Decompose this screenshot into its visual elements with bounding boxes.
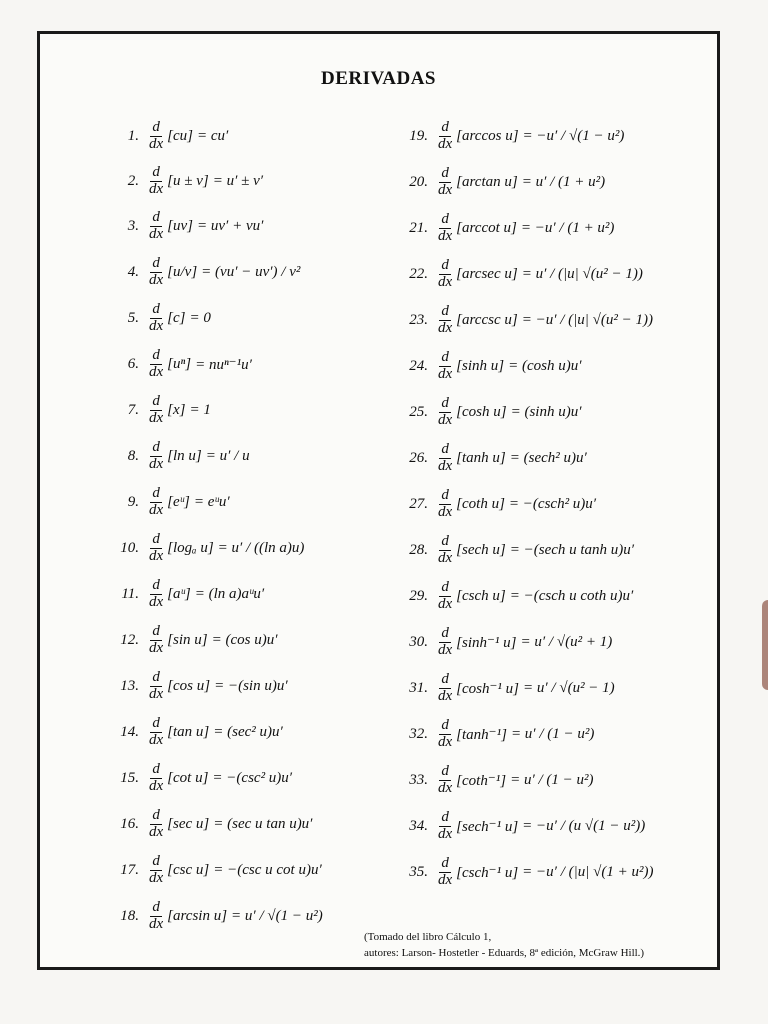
- operator-numerator: d: [152, 898, 160, 915]
- formula-result: = u′ / ((ln a)u): [217, 539, 305, 556]
- formula-number: 35.: [409, 863, 428, 880]
- formula-row: [105, 341, 323, 387]
- operator-numerator: d: [441, 348, 449, 365]
- formula-argument: [u/v]: [167, 263, 198, 280]
- derivative-operator: [147, 900, 165, 933]
- operator-numerator: d: [152, 346, 160, 363]
- formula-number: 26.: [409, 449, 428, 466]
- formula-argument: [sin u]: [167, 631, 208, 648]
- operator-denominator: dx: [438, 227, 453, 244]
- operator-numerator: d: [441, 440, 449, 457]
- derivative-operator: [436, 350, 454, 383]
- formula-number: 32.: [409, 725, 428, 742]
- formula-number: 34.: [409, 817, 428, 834]
- formula-argument: [sech u]: [456, 541, 506, 558]
- operator-numerator: d: [152, 622, 160, 639]
- operator-denominator: dx: [149, 593, 164, 610]
- formula-number: 2.: [127, 173, 139, 189]
- formula-number: 13.: [120, 677, 139, 694]
- formula-row: [400, 251, 653, 297]
- operator-numerator: d: [441, 716, 449, 733]
- formula-result: = −u′ / √(1 − u²): [522, 127, 625, 144]
- formula-row: [400, 619, 653, 665]
- derivative-operator: [147, 624, 165, 657]
- operator-denominator: dx: [149, 181, 164, 197]
- formula-argument: [arccos u]: [456, 127, 519, 144]
- operator-denominator: dx: [438, 733, 453, 750]
- formula-result: = (vu′ − uv′) / v²: [201, 263, 301, 280]
- operator-numerator: d: [441, 302, 449, 319]
- formula-row: [105, 571, 323, 617]
- formula-row: [105, 159, 323, 204]
- formula-result: = 1: [189, 401, 211, 418]
- formula-row: [105, 755, 323, 801]
- formula-result: = uv′ + vu′: [197, 218, 264, 234]
- formula-row: [105, 709, 323, 755]
- operator-numerator: d: [441, 670, 449, 687]
- formula-row: [400, 389, 653, 435]
- operator-numerator: d: [152, 530, 160, 547]
- derivative-operator: [436, 764, 454, 797]
- formula-number: 22.: [409, 265, 428, 282]
- operator-denominator: dx: [149, 455, 164, 472]
- operator-denominator: dx: [149, 915, 164, 932]
- operator-denominator: dx: [149, 226, 164, 242]
- formula-result: = u′ / √(1 − u²): [231, 907, 323, 924]
- operator-numerator: d: [152, 164, 160, 181]
- formula-row: [400, 573, 653, 619]
- formula-number: 15.: [120, 769, 139, 786]
- formula-number: 21.: [409, 219, 428, 236]
- formula-row: [400, 665, 653, 711]
- formula-result: = u′ / √(u² + 1): [520, 633, 613, 650]
- derivative-operator: [436, 442, 454, 475]
- formula-row: [400, 343, 653, 389]
- formula-result: = 0: [189, 309, 211, 326]
- derivative-operator: [147, 165, 165, 198]
- formula-row: [105, 387, 323, 433]
- formula-result: = nuⁿ⁻¹u′: [195, 356, 252, 373]
- derivative-operator: [147, 670, 165, 703]
- formula-number: 17.: [120, 861, 139, 878]
- derivative-operator: [147, 578, 165, 611]
- operator-denominator: dx: [438, 779, 453, 796]
- operator-numerator: d: [441, 256, 449, 273]
- formula-number: 29.: [409, 587, 428, 604]
- formula-row: [400, 711, 653, 757]
- operator-denominator: dx: [438, 319, 453, 336]
- formula-number: 27.: [409, 495, 428, 512]
- formula-result: = cu′: [197, 127, 229, 144]
- formula-result: = −(csch u coth u)u′: [509, 587, 634, 604]
- formula-argument: [cosh⁻¹ u]: [456, 680, 520, 697]
- formula-number: 30.: [409, 633, 428, 650]
- operator-denominator: dx: [149, 409, 164, 426]
- operator-numerator: d: [152, 760, 160, 777]
- formula-result: = −u′ / (1 + u²): [520, 219, 615, 236]
- formula-argument: [ln u]: [167, 447, 202, 464]
- formula-row: [105, 525, 323, 571]
- formula-argument: [eᵘ]: [167, 493, 190, 510]
- formula-result: = u′ ± v′: [212, 173, 264, 189]
- operator-denominator: dx: [438, 503, 453, 520]
- formula-number: 4.: [127, 263, 139, 280]
- derivative-operator: [147, 348, 165, 381]
- operator-numerator: d: [441, 532, 449, 549]
- formula-number: 19.: [409, 127, 428, 144]
- derivative-operator: [147, 808, 165, 841]
- derivative-operator: [147, 486, 165, 519]
- credit-line-2: autores: Larson- Hostetler - Eduards, 8ª edición, McGraw Hill.): [364, 946, 645, 959]
- formula-sheet: [37, 31, 720, 970]
- operator-numerator: d: [441, 578, 449, 595]
- formula-row: [400, 803, 653, 849]
- formula-number: 3.: [127, 218, 139, 234]
- formula-result: = −(sech u tanh u)u′: [509, 541, 635, 558]
- formula-argument: [arcsec u]: [456, 265, 518, 282]
- formula-argument: [x]: [167, 401, 186, 418]
- formula-argument: [cosh u]: [456, 403, 507, 420]
- formula-row: [400, 435, 653, 481]
- formula-argument: [sinh⁻¹ u]: [456, 634, 517, 651]
- formula-argument: [coth⁻¹]: [456, 772, 507, 789]
- formula-result: = −(sin u)u′: [214, 677, 288, 694]
- formula-number: 9.: [127, 493, 139, 510]
- formula-number: 6.: [127, 355, 139, 372]
- formula-row: [105, 249, 323, 295]
- formula-argument: [uv]: [167, 218, 194, 234]
- operator-numerator: d: [441, 762, 449, 779]
- formula-result: = (cosh u)u′: [508, 357, 582, 374]
- operator-numerator: d: [152, 484, 160, 501]
- operator-denominator: dx: [149, 547, 164, 564]
- operator-numerator: d: [152, 438, 160, 455]
- formula-argument: [tan u]: [167, 723, 210, 740]
- formula-result: = (sech² u)u′: [509, 449, 587, 466]
- left-formula-column: [105, 113, 323, 939]
- operator-numerator: d: [152, 852, 160, 869]
- operator-denominator: dx: [438, 135, 453, 152]
- formula-number: 10.: [120, 539, 139, 556]
- derivative-operator: [147, 210, 165, 243]
- formula-argument: [sech⁻¹ u]: [456, 818, 519, 835]
- derivative-operator: [436, 718, 454, 751]
- operator-numerator: d: [441, 486, 449, 503]
- formula-number: 14.: [120, 723, 139, 740]
- operator-denominator: dx: [438, 871, 453, 888]
- derivative-operator: [436, 672, 454, 705]
- source-credit: [364, 930, 644, 962]
- formula-result: = −u′ / (|u| √(u² − 1)): [521, 311, 653, 328]
- derivative-operator: [147, 256, 165, 289]
- operator-denominator: dx: [438, 457, 453, 474]
- operator-numerator: d: [441, 210, 449, 227]
- derivative-operator: [436, 396, 454, 429]
- formula-row: [400, 205, 653, 251]
- formula-number: 31.: [409, 679, 428, 696]
- operator-numerator: d: [441, 394, 449, 411]
- formula-result: = u′ / u: [205, 447, 250, 464]
- operator-numerator: d: [152, 668, 160, 685]
- operator-numerator: d: [441, 854, 449, 871]
- formula-result: = −(csc u cot u)u′: [213, 861, 322, 878]
- formula-row: [105, 893, 323, 939]
- formula-result: = u′ / (1 + u²): [521, 173, 606, 190]
- formula-row: [105, 617, 323, 663]
- formula-number: 23.: [409, 311, 428, 328]
- derivative-operator: [436, 626, 454, 659]
- operator-numerator: d: [441, 164, 449, 181]
- formula-row: [105, 847, 323, 893]
- formula-number: 16.: [120, 815, 139, 832]
- formula-result: = eᵘu′: [193, 493, 230, 510]
- formula-result: = u′ / (1 − u²): [510, 725, 595, 742]
- formula-argument: [arccot u]: [456, 219, 517, 236]
- formula-argument: [u ± v]: [167, 173, 209, 189]
- formula-result: = (sec u tan u)u′: [213, 815, 313, 832]
- formula-argument: [tanh u]: [456, 449, 506, 466]
- formula-argument: [csch⁻¹ u]: [456, 864, 519, 881]
- operator-numerator: d: [152, 806, 160, 823]
- formula-number: 5.: [127, 309, 139, 326]
- operator-denominator: dx: [149, 823, 164, 840]
- operator-denominator: dx: [438, 549, 453, 566]
- formula-argument: [tanh⁻¹]: [456, 726, 507, 743]
- derivative-operator: [436, 810, 454, 843]
- derivative-operator: [436, 304, 454, 337]
- formula-result: = u′ / (|u| √(u² − 1)): [521, 265, 643, 282]
- formula-argument: [logₐ u]: [167, 539, 214, 556]
- formula-number: 7.: [127, 401, 139, 418]
- operator-denominator: dx: [438, 411, 453, 428]
- operator-numerator: d: [152, 392, 160, 409]
- operator-denominator: dx: [149, 317, 164, 334]
- formula-row: [400, 113, 653, 159]
- derivative-operator: [147, 532, 165, 565]
- page-edge-shadow: [762, 600, 768, 690]
- operator-numerator: d: [152, 118, 160, 135]
- formula-result: = −(csch² u)u′: [508, 495, 597, 512]
- formula-row: [105, 295, 323, 341]
- formula-argument: [csch u]: [456, 587, 506, 604]
- formula-result: = −(csc² u)u′: [212, 769, 293, 786]
- operator-denominator: dx: [149, 639, 164, 656]
- operator-numerator: d: [152, 254, 160, 271]
- operator-denominator: dx: [149, 501, 164, 518]
- formula-argument: [sec u]: [167, 815, 210, 832]
- formula-row: [105, 479, 323, 525]
- formula-argument: [cu]: [167, 127, 194, 144]
- formula-number: 20.: [409, 173, 428, 190]
- operator-numerator: d: [441, 118, 449, 135]
- formula-number: 12.: [120, 631, 139, 648]
- derivative-operator: [436, 166, 454, 199]
- derivative-operator: [147, 440, 165, 473]
- formula-argument: [aᵘ]: [167, 585, 191, 602]
- derivative-operator: [147, 394, 165, 427]
- operator-denominator: dx: [438, 825, 453, 842]
- formula-row: [400, 757, 653, 803]
- derivative-operator: [147, 302, 165, 335]
- formula-result: = u′ / (1 − u²): [510, 771, 594, 788]
- formula-argument: [arccsc u]: [456, 311, 518, 328]
- operator-numerator: d: [441, 624, 449, 641]
- formula-result: = −u′ / (|u| √(1 + u²)): [522, 863, 654, 880]
- derivative-operator: [436, 580, 454, 613]
- formula-row: [105, 801, 323, 847]
- formula-result: = u′ / √(u² − 1): [523, 679, 615, 696]
- derivative-operator: [147, 716, 165, 749]
- derivative-operator: [147, 120, 165, 153]
- formula-result: = (sinh u)u′: [510, 403, 582, 420]
- formula-argument: [cot u]: [167, 769, 209, 786]
- derivative-operator: [436, 856, 454, 889]
- formula-argument: [coth u]: [456, 495, 505, 512]
- operator-denominator: dx: [438, 181, 453, 198]
- formula-number: 1.: [127, 127, 139, 144]
- right-formula-column: [400, 113, 653, 895]
- formula-row: [105, 113, 323, 159]
- operator-numerator: d: [152, 576, 160, 593]
- formula-number: 11.: [121, 585, 139, 602]
- operator-denominator: dx: [149, 363, 164, 380]
- formula-row: [400, 297, 653, 343]
- formula-number: 8.: [127, 447, 139, 464]
- operator-numerator: d: [152, 714, 160, 731]
- formula-row: [400, 159, 653, 205]
- operator-numerator: d: [152, 300, 160, 317]
- operator-denominator: dx: [438, 273, 453, 290]
- derivative-operator: [436, 488, 454, 521]
- page-title: DERIVADAS: [320, 68, 436, 89]
- derivative-operator: [436, 120, 454, 153]
- formula-row: [400, 527, 653, 573]
- formula-argument: [arctan u]: [456, 173, 518, 190]
- formula-result: = −u′ / (u √(1 − u²)): [522, 817, 646, 834]
- derivative-operator: [147, 854, 165, 887]
- operator-denominator: dx: [149, 777, 164, 794]
- formula-number: 25.: [409, 403, 428, 420]
- operator-denominator: dx: [438, 641, 453, 658]
- operator-denominator: dx: [149, 685, 164, 702]
- formula-number: 18.: [120, 907, 139, 924]
- operator-denominator: dx: [438, 595, 453, 612]
- formula-number: 28.: [409, 541, 428, 558]
- formula-argument: [csc u]: [167, 861, 210, 878]
- formula-row: [105, 204, 323, 249]
- operator-denominator: dx: [149, 271, 164, 288]
- formula-argument: [sinh u]: [456, 357, 505, 374]
- formula-argument: [uⁿ]: [167, 355, 192, 372]
- formula-row: [400, 849, 653, 895]
- operator-denominator: dx: [149, 731, 164, 748]
- operator-denominator: dx: [149, 135, 164, 152]
- formula-row: [105, 433, 323, 479]
- formula-argument: [arcsin u]: [167, 907, 228, 924]
- formula-result: = (sec² u)u′: [213, 723, 283, 740]
- formula-number: 24.: [409, 357, 428, 374]
- derivative-operator: [436, 258, 454, 291]
- operator-denominator: dx: [438, 687, 453, 704]
- formula-row: [105, 663, 323, 709]
- formula-number: 33.: [409, 771, 428, 788]
- operator-numerator: d: [152, 209, 160, 226]
- operator-denominator: dx: [438, 365, 453, 382]
- credit-line-1: (Tomado del libro Cálculo 1,: [364, 931, 492, 943]
- operator-denominator: dx: [149, 869, 164, 886]
- formula-argument: [cos u]: [167, 677, 211, 694]
- derivative-operator: [436, 534, 454, 567]
- formula-result: = (cos u)u′: [211, 631, 278, 648]
- derivative-operator: [147, 762, 165, 795]
- formula-argument: [c]: [167, 309, 186, 326]
- formula-row: [400, 481, 653, 527]
- formula-result: = (ln a)aᵘu′: [194, 585, 265, 602]
- operator-numerator: d: [441, 808, 449, 825]
- derivative-operator: [436, 212, 454, 245]
